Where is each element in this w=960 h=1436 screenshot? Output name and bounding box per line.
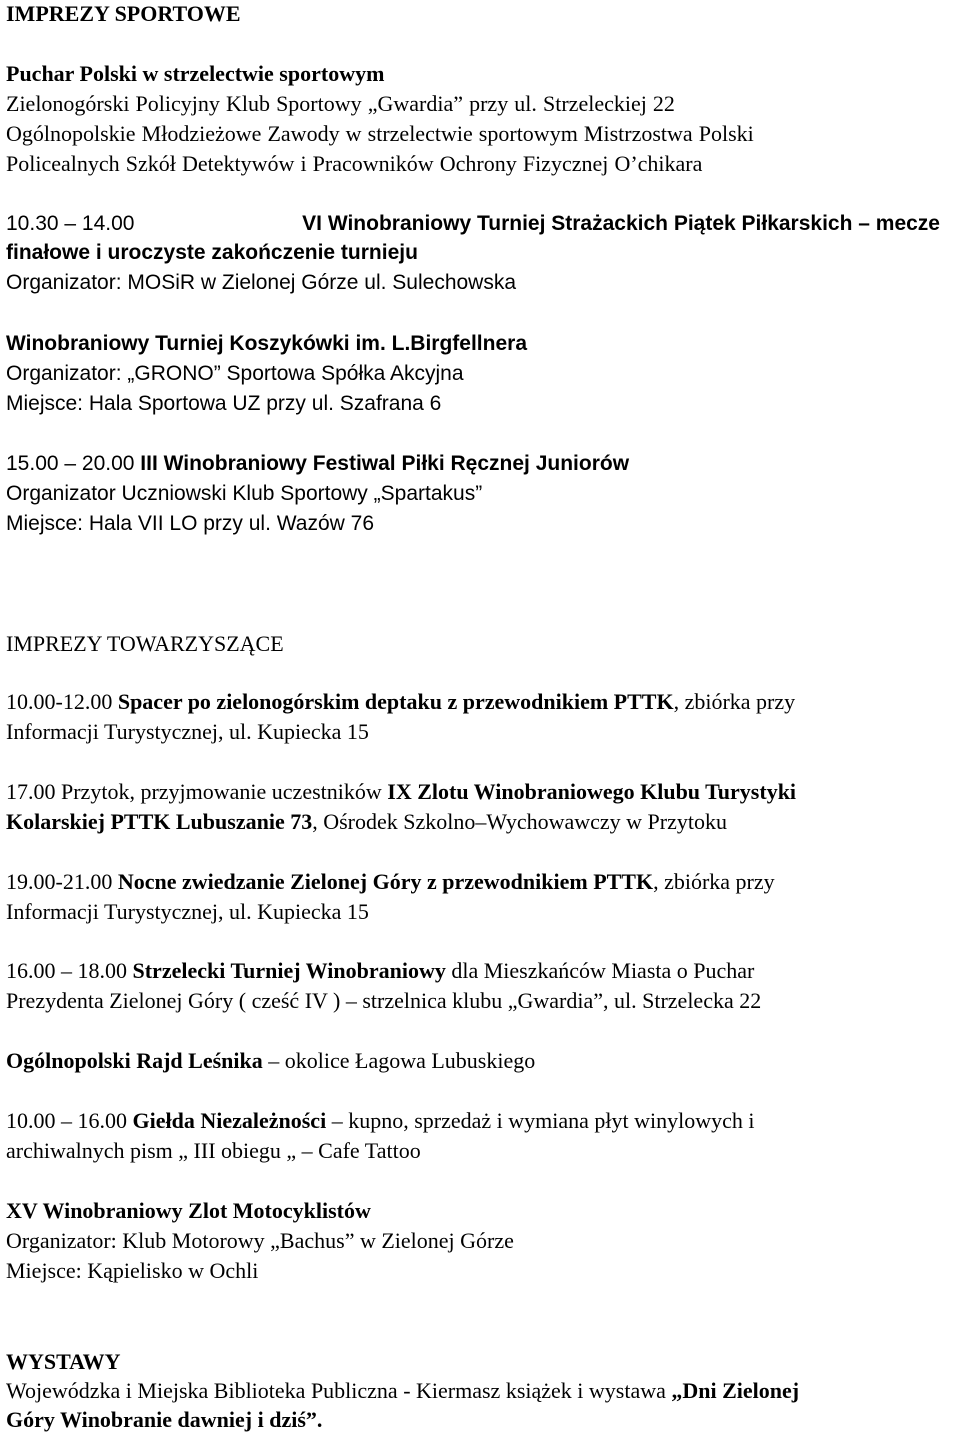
strzelecki-time: 16.00 – 18.00 bbox=[6, 958, 127, 983]
nocne-line-2: Informacji Turystycznej, ul. Kupiecka 15 bbox=[6, 899, 369, 924]
puchar-line-1: Zielonogórski Policyjny Klub Sportowy „Gwardia” przy ul. Strzeleckiej 22 bbox=[6, 91, 675, 116]
zlot-text: Przytok, przyjmowanie uczestników bbox=[61, 779, 382, 804]
strazacki-time: 10.30 – 14.00 bbox=[6, 212, 135, 235]
nocne-time: 19.00-21.00 bbox=[6, 869, 113, 894]
strazacki-organizer: Organizator: MOSiR w Zielonej Górze ul. Sulechowska bbox=[6, 271, 517, 294]
zlot-line-2 bbox=[6, 809, 727, 835]
wystawy-title-a: „Dni Zielonej bbox=[671, 1378, 800, 1403]
koszykowka-title: Winobraniowy Turniej Koszykówki im. L.Birgfellnera bbox=[6, 332, 528, 355]
strzelecki-title: Strzelecki Turniej Winobraniowy bbox=[132, 958, 446, 983]
strzelecki-line-2: Prezydenta Zielonej Góry ( cześć IV ) – strzelnica klubu „Gwardia”, ul. Strzelecka 22 bbox=[6, 988, 762, 1013]
section-heading-sport: IMPREZY SPORTOWE bbox=[6, 1, 241, 26]
zlot-headline bbox=[6, 779, 796, 805]
spacer-rest: , zbiórka przy bbox=[673, 689, 796, 714]
nocne-headline bbox=[6, 869, 775, 895]
gielda-title: Giełda Niezależności bbox=[132, 1108, 327, 1133]
pilka-time: 15.00 – 20.00 bbox=[6, 452, 135, 475]
wystawy-title-b: Góry Winobranie dawniej i dziś”. bbox=[6, 1407, 323, 1432]
strzelecki-headline bbox=[6, 958, 754, 984]
gielda-time: 10.00 – 16.00 bbox=[6, 1108, 127, 1133]
moto-title: XV Winobraniowy Zlot Motocyklistów bbox=[6, 1198, 371, 1223]
wystawy-line-1 bbox=[6, 1378, 799, 1404]
strazacki-title-a: VI Winobraniowy Turniej Strażackich Piątek Piłkarskich – mecze bbox=[302, 212, 940, 235]
spacer-headline bbox=[6, 689, 795, 715]
strzelecki-rest: dla Mieszkańców Miasta o Puchar bbox=[451, 958, 755, 983]
rajd-rest: – okolice Łagowa Lubuskiego bbox=[268, 1048, 536, 1073]
nocne-rest: , zbiórka przy bbox=[653, 869, 775, 894]
section-heading-wystawy: WYSTAWY bbox=[6, 1349, 121, 1374]
pilka-organizer: Organizator Uczniowski Klub Sportowy „Spartakus” bbox=[6, 482, 483, 505]
puchar-title: Puchar Polski w strzelectwie sportowym bbox=[6, 61, 385, 86]
pilka-headline bbox=[6, 451, 629, 477]
spacer-time: 10.00-12.00 bbox=[6, 689, 113, 714]
koszykowka-organizer: Organizator: „GRONO” Sportowa Spółka Akcyjna bbox=[6, 362, 464, 385]
strazacki-headline bbox=[6, 211, 940, 237]
spacer-line-2: Informacji Turystycznej, ul. Kupiecka 15 bbox=[6, 719, 369, 744]
pilka-place: Miejsce: Hala VII LO przy ul. Wazów 76 bbox=[6, 512, 375, 535]
moto-place: Miejsce: Kąpielisko w Ochli bbox=[6, 1258, 259, 1283]
rajd-headline bbox=[6, 1048, 535, 1074]
zlot-title-b: Kolarskiej PTTK Lubuszanie 73 bbox=[6, 809, 313, 834]
rajd-title: Ogólnopolski Rajd Leśnika bbox=[6, 1048, 263, 1073]
moto-organizer: Organizator: Klub Motorowy „Bachus” w Zielonej Górze bbox=[6, 1228, 514, 1253]
zlot-title-a: IX Zlotu Winobraniowego Klubu Turystyki bbox=[387, 779, 797, 804]
koszykowka-place: Miejsce: Hala Sportowa UZ przy ul. Szafrana 6 bbox=[6, 392, 442, 415]
pilka-title: III Winobraniowy Festiwal Piłki Ręcznej Juniorów bbox=[140, 452, 630, 475]
strazacki-title-b: finałowe i uroczyste zakończenie turnieju bbox=[6, 241, 418, 264]
section-heading-towarzyszace: IMPREZY TOWARZYSZĄCE bbox=[6, 631, 284, 656]
wystawy-text: Wojewódzka i Miejska Biblioteka Publiczna - Kiermasz książek i wystawa bbox=[6, 1378, 666, 1403]
puchar-line-3: Policealnych Szkół Detektywów i Pracowników Ochrony Fizycznej O’chikara bbox=[6, 151, 703, 176]
zlot-time: 17.00 bbox=[6, 779, 56, 804]
puchar-line-2: Ogólnopolskie Młodzieżowe Zawody w strzelectwie sportowym Mistrzostwa Polski bbox=[6, 121, 754, 146]
gielda-headline bbox=[6, 1108, 755, 1134]
nocne-title: Nocne zwiedzanie Zielonej Góry z przewodnikiem PTTK bbox=[117, 869, 654, 894]
gielda-rest: – kupno, sprzedaż i wymiana płyt winylowych i bbox=[331, 1108, 755, 1133]
zlot-rest: , Ośrodek Szkolno–Wychowawczy w Przytoku bbox=[312, 809, 727, 834]
spacer-title: Spacer po zielonogórskim deptaku z przewodnikiem PTTK bbox=[117, 689, 674, 714]
gielda-line-2: archiwalnych pism „ III obiegu „ – Cafe Tattoo bbox=[6, 1138, 421, 1163]
